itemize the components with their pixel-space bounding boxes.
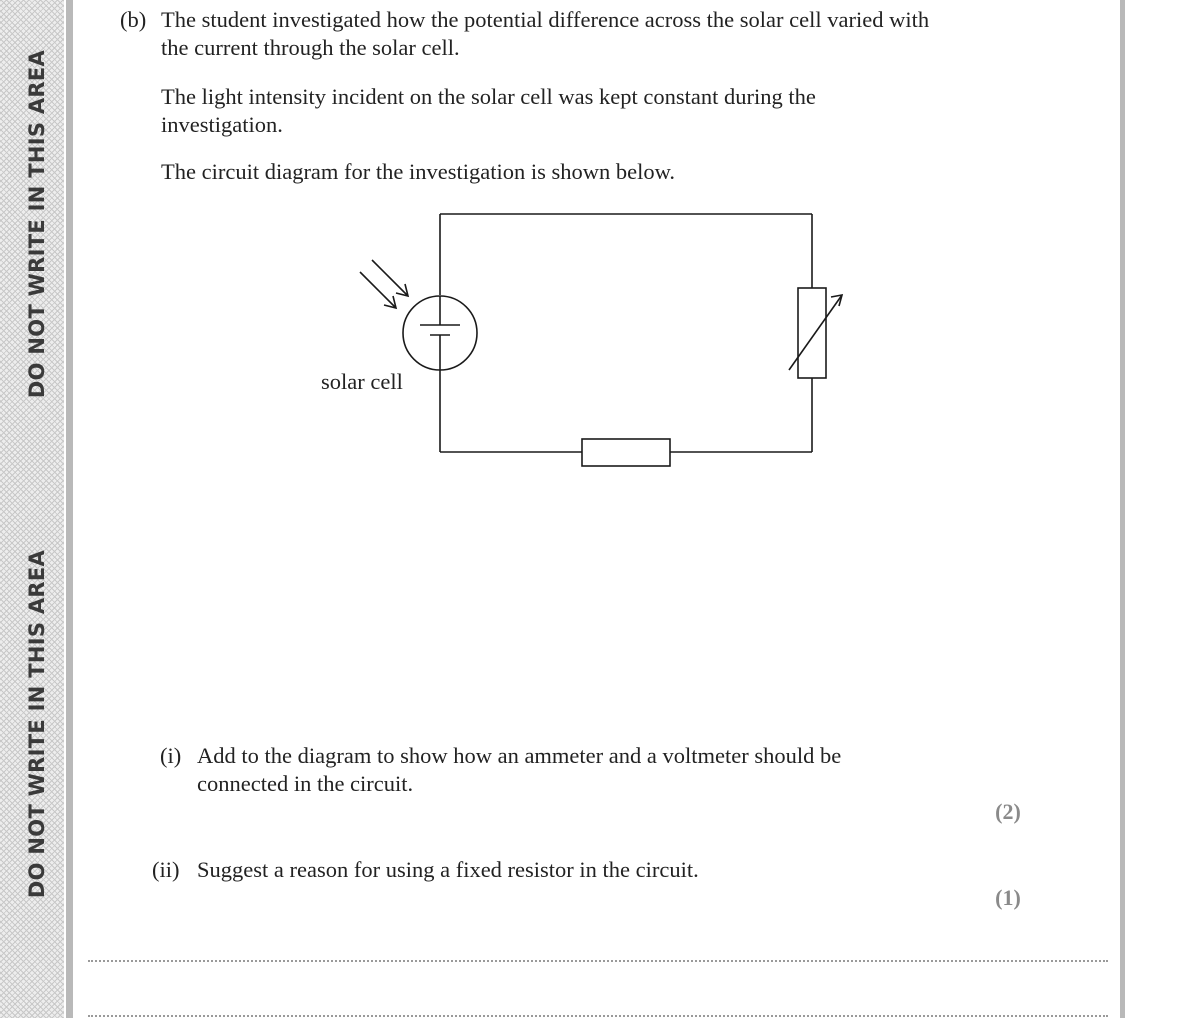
subpart-i-label: (i): [160, 743, 182, 768]
subpart-ii-marks: (1): [995, 885, 1021, 910]
diagram-intro: The circuit diagram for the investigation is shown below.: [161, 159, 676, 184]
margin-warning-top: DO NOT WRITE IN THIS AREA: [25, 49, 49, 399]
subpart-ii-text: Suggest a reason for using a fixed resistor in the circuit.: [197, 857, 699, 882]
fixed-resistor-symbol: [582, 439, 670, 466]
variable-resistor-symbol: [789, 288, 842, 378]
subpart-i-marks: (2): [995, 799, 1021, 824]
subpart-ii-label: (ii): [152, 857, 180, 882]
variable-resistor-arrow: [789, 295, 842, 370]
solar-cell-label: solar cell: [321, 369, 403, 394]
light-intensity-note: The light intensity incident on the solar cell was kept constant during the investigation.: [161, 84, 816, 137]
light-arrows-icon: [360, 260, 408, 308]
answer-line[interactable]: [88, 1015, 1108, 1017]
do-not-write-margin: [0, 0, 64, 1018]
part-label: (b): [120, 7, 147, 32]
solar-cell-symbol: [403, 296, 477, 370]
answer-line[interactable]: [88, 960, 1108, 962]
margin-warning-bottom: DO NOT WRITE IN THIS AREA: [25, 549, 49, 899]
subpart-i-text: Add to the diagram to show how an ammeter and a voltmeter should be connected in the circuit.: [197, 743, 842, 796]
light-ray-1: [372, 260, 408, 296]
light-ray-2: [360, 272, 396, 308]
left-margin-rule: [66, 0, 73, 1018]
question-intro: The student investigated how the potential difference across the solar cell varied with the current through the solar cell.: [161, 7, 930, 60]
variable-resistor-body: [798, 288, 826, 378]
right-margin-rule: [1120, 0, 1125, 1018]
circuit-diagram[interactable]: [300, 200, 860, 480]
